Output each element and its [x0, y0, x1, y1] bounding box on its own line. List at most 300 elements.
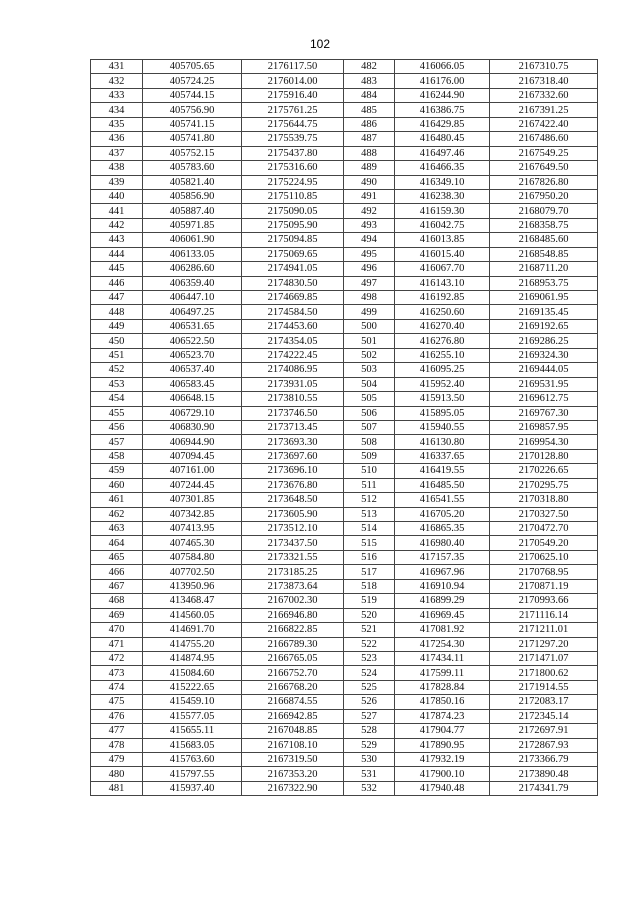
table-row [91, 478, 344, 492]
x-coordinate-cell: 416250.60 [395, 305, 490, 319]
point-number-cell: 472 [91, 651, 143, 665]
table-row [344, 695, 598, 709]
table-row [344, 753, 598, 767]
x-coordinate-cell: 415940.55 [395, 420, 490, 434]
x-coordinate-cell: 416865.35 [395, 522, 490, 536]
y-coordinate-cell: 2174453.60 [242, 319, 344, 333]
table-row [91, 420, 344, 434]
table-row [344, 88, 598, 102]
x-coordinate-cell: 417900.10 [395, 767, 490, 781]
table-row [91, 709, 344, 723]
x-coordinate-cell: 417850.16 [395, 695, 490, 709]
point-number-cell: 532 [344, 781, 395, 795]
point-number-cell: 437 [91, 146, 143, 160]
point-number-cell: 512 [344, 493, 395, 507]
x-coordinate-cell: 416429.85 [395, 117, 490, 131]
x-coordinate-cell: 417081.92 [395, 623, 490, 637]
x-coordinate-cell: 416419.55 [395, 464, 490, 478]
point-number-cell: 444 [91, 247, 143, 261]
x-coordinate-cell: 407161.00 [143, 464, 242, 478]
x-coordinate-cell: 416255.10 [395, 348, 490, 362]
point-number-cell: 515 [344, 536, 395, 550]
x-coordinate-cell: 416143.10 [395, 276, 490, 290]
x-coordinate-cell: 417434.11 [395, 651, 490, 665]
y-coordinate-cell: 2175761.25 [242, 103, 344, 117]
x-coordinate-cell: 414874.95 [143, 651, 242, 665]
point-number-cell: 459 [91, 464, 143, 478]
x-coordinate-cell: 413950.96 [143, 579, 242, 593]
y-coordinate-cell: 2175094.85 [242, 233, 344, 247]
table-row [91, 146, 344, 160]
table-row [91, 204, 344, 218]
x-coordinate-cell: 416066.05 [395, 60, 490, 74]
point-number-cell: 528 [344, 724, 395, 738]
x-coordinate-cell: 406729.10 [143, 406, 242, 420]
table-row [91, 493, 344, 507]
x-coordinate-cell: 405783.60 [143, 161, 242, 175]
y-coordinate-cell: 2169444.05 [490, 363, 598, 377]
x-coordinate-cell: 413468.47 [143, 594, 242, 608]
y-coordinate-cell: 2166822.85 [242, 623, 344, 637]
y-coordinate-cell: 2170318.80 [490, 493, 598, 507]
table-row [91, 435, 344, 449]
table-row [91, 305, 344, 319]
table-row [91, 218, 344, 232]
y-coordinate-cell: 2167950.20 [490, 189, 598, 203]
y-coordinate-cell: 2173873.64 [242, 579, 344, 593]
table-row [91, 781, 344, 795]
table-row [91, 117, 344, 131]
point-number-cell: 458 [91, 449, 143, 463]
y-coordinate-cell: 2171471.07 [490, 651, 598, 665]
x-coordinate-cell: 406522.50 [143, 334, 242, 348]
table-row [344, 103, 598, 117]
y-coordinate-cell: 2173713.45 [242, 420, 344, 434]
point-number-cell: 432 [91, 74, 143, 88]
x-coordinate-cell: 406944.90 [143, 435, 242, 449]
point-number-cell: 496 [344, 262, 395, 276]
x-coordinate-cell: 407094.45 [143, 449, 242, 463]
x-coordinate-cell: 415222.65 [143, 680, 242, 694]
x-coordinate-cell: 405741.15 [143, 117, 242, 131]
table-row [91, 247, 344, 261]
y-coordinate-cell: 2175316.60 [242, 161, 344, 175]
x-coordinate-cell: 405752.15 [143, 146, 242, 160]
x-coordinate-cell: 406523.70 [143, 348, 242, 362]
y-coordinate-cell: 2167391.25 [490, 103, 598, 117]
x-coordinate-cell: 417828.84 [395, 680, 490, 694]
table-row [344, 651, 598, 665]
table-row [91, 738, 344, 752]
table-row [91, 262, 344, 276]
table-row [91, 522, 344, 536]
y-coordinate-cell: 2171211.01 [490, 623, 598, 637]
point-number-cell: 526 [344, 695, 395, 709]
y-coordinate-cell: 2167319.50 [242, 753, 344, 767]
point-number-cell: 503 [344, 363, 395, 377]
point-number-cell: 447 [91, 291, 143, 305]
table-row [91, 161, 344, 175]
x-coordinate-cell: 417940.48 [395, 781, 490, 795]
table-row [91, 651, 344, 665]
y-coordinate-cell: 2170226.65 [490, 464, 598, 478]
x-coordinate-cell: 416238.30 [395, 189, 490, 203]
y-coordinate-cell: 2173648.50 [242, 493, 344, 507]
point-number-cell: 499 [344, 305, 395, 319]
point-number-cell: 436 [91, 132, 143, 146]
y-coordinate-cell: 2170327.50 [490, 507, 598, 521]
y-coordinate-cell: 2174222.45 [242, 348, 344, 362]
point-number-cell: 527 [344, 709, 395, 723]
table-row [91, 550, 344, 564]
x-coordinate-cell: 416969.45 [395, 608, 490, 622]
y-coordinate-cell: 2168358.75 [490, 218, 598, 232]
table-row [344, 218, 598, 232]
x-coordinate-cell: 405741.80 [143, 132, 242, 146]
table-row [344, 161, 598, 175]
point-number-cell: 501 [344, 334, 395, 348]
x-coordinate-cell: 405971.85 [143, 218, 242, 232]
x-coordinate-cell: 406497.25 [143, 305, 242, 319]
point-number-cell: 495 [344, 247, 395, 261]
point-number-cell: 500 [344, 319, 395, 333]
point-number-cell: 477 [91, 724, 143, 738]
y-coordinate-cell: 2173697.60 [242, 449, 344, 463]
x-coordinate-cell: 414755.20 [143, 637, 242, 651]
table-row [344, 319, 598, 333]
y-coordinate-cell: 2166765.05 [242, 651, 344, 665]
point-number-cell: 510 [344, 464, 395, 478]
y-coordinate-cell: 2174086.95 [242, 363, 344, 377]
y-coordinate-cell: 2175644.75 [242, 117, 344, 131]
y-coordinate-cell: 2169857.95 [490, 420, 598, 434]
point-number-cell: 465 [91, 550, 143, 564]
x-coordinate-cell: 417932.19 [395, 753, 490, 767]
y-coordinate-cell: 2169061.95 [490, 291, 598, 305]
point-number-cell: 443 [91, 233, 143, 247]
point-number-cell: 469 [91, 608, 143, 622]
y-coordinate-cell: 2173676.80 [242, 478, 344, 492]
table-row [91, 536, 344, 550]
point-number-cell: 463 [91, 522, 143, 536]
y-coordinate-cell: 2169531.95 [490, 377, 598, 391]
table-row [91, 74, 344, 88]
x-coordinate-cell: 416466.35 [395, 161, 490, 175]
point-number-cell: 473 [91, 666, 143, 680]
table-row [344, 565, 598, 579]
x-coordinate-cell: 415577.05 [143, 709, 242, 723]
y-coordinate-cell: 2175110.85 [242, 189, 344, 203]
x-coordinate-cell: 416130.80 [395, 435, 490, 449]
point-number-cell: 445 [91, 262, 143, 276]
point-number-cell: 531 [344, 767, 395, 781]
y-coordinate-cell: 2170871.19 [490, 579, 598, 593]
x-coordinate-cell: 416015.40 [395, 247, 490, 261]
table-row [344, 262, 598, 276]
table-row [91, 724, 344, 738]
table-row [344, 536, 598, 550]
y-coordinate-cell: 2175539.75 [242, 132, 344, 146]
y-coordinate-cell: 2167310.75 [490, 60, 598, 74]
point-number-cell: 452 [91, 363, 143, 377]
point-number-cell: 481 [91, 781, 143, 795]
table-row [344, 334, 598, 348]
coordinates-table-left [90, 59, 344, 796]
point-number-cell: 461 [91, 493, 143, 507]
table-row [344, 74, 598, 88]
point-number-cell: 488 [344, 146, 395, 160]
point-number-cell: 480 [91, 767, 143, 781]
x-coordinate-cell: 416095.25 [395, 363, 490, 377]
x-coordinate-cell: 414691.70 [143, 623, 242, 637]
table-row [91, 233, 344, 247]
point-number-cell: 457 [91, 435, 143, 449]
table-row [344, 449, 598, 463]
x-coordinate-cell: 405724.25 [143, 74, 242, 88]
point-number-cell: 456 [91, 420, 143, 434]
y-coordinate-cell: 2173931.05 [242, 377, 344, 391]
y-coordinate-cell: 2176117.50 [242, 60, 344, 74]
table-row [344, 608, 598, 622]
y-coordinate-cell: 2170295.75 [490, 478, 598, 492]
point-number-cell: 454 [91, 392, 143, 406]
table-row [91, 507, 344, 521]
x-coordinate-cell: 405756.90 [143, 103, 242, 117]
y-coordinate-cell: 2172345.14 [490, 709, 598, 723]
table-row [91, 377, 344, 391]
x-coordinate-cell: 416270.40 [395, 319, 490, 333]
y-coordinate-cell: 2167826.80 [490, 175, 598, 189]
table-row [91, 464, 344, 478]
x-coordinate-cell: 416244.90 [395, 88, 490, 102]
table-row [344, 781, 598, 795]
y-coordinate-cell: 2166752.70 [242, 666, 344, 680]
point-number-cell: 494 [344, 233, 395, 247]
table-row [344, 767, 598, 781]
y-coordinate-cell: 2168711.20 [490, 262, 598, 276]
y-coordinate-cell: 2175916.40 [242, 88, 344, 102]
table-row [91, 175, 344, 189]
table-row [344, 377, 598, 391]
point-number-cell: 439 [91, 175, 143, 189]
y-coordinate-cell: 2173810.55 [242, 392, 344, 406]
x-coordinate-cell: 415763.60 [143, 753, 242, 767]
point-number-cell: 492 [344, 204, 395, 218]
point-number-cell: 502 [344, 348, 395, 362]
y-coordinate-cell: 2167002.30 [242, 594, 344, 608]
point-number-cell: 467 [91, 579, 143, 593]
y-coordinate-cell: 2173890.48 [490, 767, 598, 781]
table-row [344, 291, 598, 305]
point-number-cell: 529 [344, 738, 395, 752]
x-coordinate-cell: 416349.10 [395, 175, 490, 189]
table-row [344, 117, 598, 131]
table-row [344, 175, 598, 189]
point-number-cell: 435 [91, 117, 143, 131]
point-number-cell: 484 [344, 88, 395, 102]
point-number-cell: 468 [91, 594, 143, 608]
y-coordinate-cell: 2173437.50 [242, 536, 344, 550]
y-coordinate-cell: 2169612.75 [490, 392, 598, 406]
x-coordinate-cell: 416176.00 [395, 74, 490, 88]
table-row [344, 132, 598, 146]
point-number-cell: 440 [91, 189, 143, 203]
table-row [91, 334, 344, 348]
table-row [91, 594, 344, 608]
x-coordinate-cell: 405856.90 [143, 189, 242, 203]
point-number-cell: 505 [344, 392, 395, 406]
y-coordinate-cell: 2167422.40 [490, 117, 598, 131]
x-coordinate-cell: 405705.65 [143, 60, 242, 74]
point-number-cell: 520 [344, 608, 395, 622]
point-number-cell: 511 [344, 478, 395, 492]
x-coordinate-cell: 407702.50 [143, 565, 242, 579]
table-row [91, 637, 344, 651]
y-coordinate-cell: 2174830.50 [242, 276, 344, 290]
x-coordinate-cell: 415459.10 [143, 695, 242, 709]
table-row [344, 623, 598, 637]
y-coordinate-cell: 2168079.70 [490, 204, 598, 218]
point-number-cell: 516 [344, 550, 395, 564]
point-number-cell: 431 [91, 60, 143, 74]
point-number-cell: 498 [344, 291, 395, 305]
x-coordinate-cell: 406447.10 [143, 291, 242, 305]
table-row [344, 276, 598, 290]
table-row [344, 348, 598, 362]
y-coordinate-cell: 2169135.45 [490, 305, 598, 319]
x-coordinate-cell: 415913.50 [395, 392, 490, 406]
x-coordinate-cell: 416386.75 [395, 103, 490, 117]
y-coordinate-cell: 2166789.30 [242, 637, 344, 651]
x-coordinate-cell: 416485.50 [395, 478, 490, 492]
y-coordinate-cell: 2170549.20 [490, 536, 598, 550]
table-row [344, 420, 598, 434]
point-number-cell: 466 [91, 565, 143, 579]
x-coordinate-cell: 406830.90 [143, 420, 242, 434]
y-coordinate-cell: 2175095.90 [242, 218, 344, 232]
point-number-cell: 464 [91, 536, 143, 550]
y-coordinate-cell: 2169954.30 [490, 435, 598, 449]
y-coordinate-cell: 2168485.60 [490, 233, 598, 247]
point-number-cell: 490 [344, 175, 395, 189]
point-number-cell: 471 [91, 637, 143, 651]
y-coordinate-cell: 2170472.70 [490, 522, 598, 536]
x-coordinate-cell: 416967.96 [395, 565, 490, 579]
table-row [91, 348, 344, 362]
x-coordinate-cell: 415937.40 [143, 781, 242, 795]
table-row [91, 132, 344, 146]
point-number-cell: 523 [344, 651, 395, 665]
x-coordinate-cell: 406537.40 [143, 363, 242, 377]
table-row [344, 189, 598, 203]
y-coordinate-cell: 2171297.20 [490, 637, 598, 651]
point-number-cell: 508 [344, 435, 395, 449]
point-number-cell: 521 [344, 623, 395, 637]
y-coordinate-cell: 2172083.17 [490, 695, 598, 709]
point-number-cell: 514 [344, 522, 395, 536]
x-coordinate-cell: 415797.55 [143, 767, 242, 781]
table-row [344, 709, 598, 723]
y-coordinate-cell: 2169324.30 [490, 348, 598, 362]
y-coordinate-cell: 2175224.95 [242, 175, 344, 189]
y-coordinate-cell: 2173605.90 [242, 507, 344, 521]
point-number-cell: 479 [91, 753, 143, 767]
x-coordinate-cell: 414560.05 [143, 608, 242, 622]
y-coordinate-cell: 2173185.25 [242, 565, 344, 579]
y-coordinate-cell: 2172697.91 [490, 724, 598, 738]
y-coordinate-cell: 2173693.30 [242, 435, 344, 449]
point-number-cell: 524 [344, 666, 395, 680]
point-number-cell: 486 [344, 117, 395, 131]
table-row [344, 724, 598, 738]
point-number-cell: 470 [91, 623, 143, 637]
table-row [344, 550, 598, 564]
table-row [91, 406, 344, 420]
table-row [91, 189, 344, 203]
point-number-cell: 517 [344, 565, 395, 579]
x-coordinate-cell: 416067.70 [395, 262, 490, 276]
point-number-cell: 478 [91, 738, 143, 752]
y-coordinate-cell: 2174941.05 [242, 262, 344, 276]
table-row [344, 464, 598, 478]
y-coordinate-cell: 2167332.60 [490, 88, 598, 102]
x-coordinate-cell: 405887.40 [143, 204, 242, 218]
y-coordinate-cell: 2166946.80 [242, 608, 344, 622]
x-coordinate-cell: 417904.77 [395, 724, 490, 738]
y-coordinate-cell: 2170625.10 [490, 550, 598, 564]
point-number-cell: 474 [91, 680, 143, 694]
y-coordinate-cell: 2174584.50 [242, 305, 344, 319]
x-coordinate-cell: 417890.95 [395, 738, 490, 752]
y-coordinate-cell: 2175437.80 [242, 146, 344, 160]
table-row [91, 695, 344, 709]
table-row [91, 666, 344, 680]
table-row [344, 406, 598, 420]
x-coordinate-cell: 416192.85 [395, 291, 490, 305]
y-coordinate-cell: 2170768.95 [490, 565, 598, 579]
table-row [344, 146, 598, 160]
point-number-cell: 497 [344, 276, 395, 290]
x-coordinate-cell: 417599.11 [395, 666, 490, 680]
table-row [91, 363, 344, 377]
point-number-cell: 460 [91, 478, 143, 492]
y-coordinate-cell: 2173321.55 [242, 550, 344, 564]
x-coordinate-cell: 405821.40 [143, 175, 242, 189]
x-coordinate-cell: 416337.65 [395, 449, 490, 463]
x-coordinate-cell: 416541.55 [395, 493, 490, 507]
point-number-cell: 519 [344, 594, 395, 608]
point-number-cell: 493 [344, 218, 395, 232]
table-row [344, 493, 598, 507]
y-coordinate-cell: 2167649.50 [490, 161, 598, 175]
table-row [91, 103, 344, 117]
x-coordinate-cell: 416276.80 [395, 334, 490, 348]
x-coordinate-cell: 415084.60 [143, 666, 242, 680]
y-coordinate-cell: 2170128.80 [490, 449, 598, 463]
y-coordinate-cell: 2166874.55 [242, 695, 344, 709]
point-number-cell: 462 [91, 507, 143, 521]
y-coordinate-cell: 2176014.00 [242, 74, 344, 88]
x-coordinate-cell: 416480.45 [395, 132, 490, 146]
x-coordinate-cell: 415655.11 [143, 724, 242, 738]
x-coordinate-cell: 407301.85 [143, 493, 242, 507]
point-number-cell: 522 [344, 637, 395, 651]
table-row [344, 738, 598, 752]
table-row [344, 392, 598, 406]
y-coordinate-cell: 2167353.20 [242, 767, 344, 781]
table-row [91, 565, 344, 579]
y-coordinate-cell: 2173746.50 [242, 406, 344, 420]
